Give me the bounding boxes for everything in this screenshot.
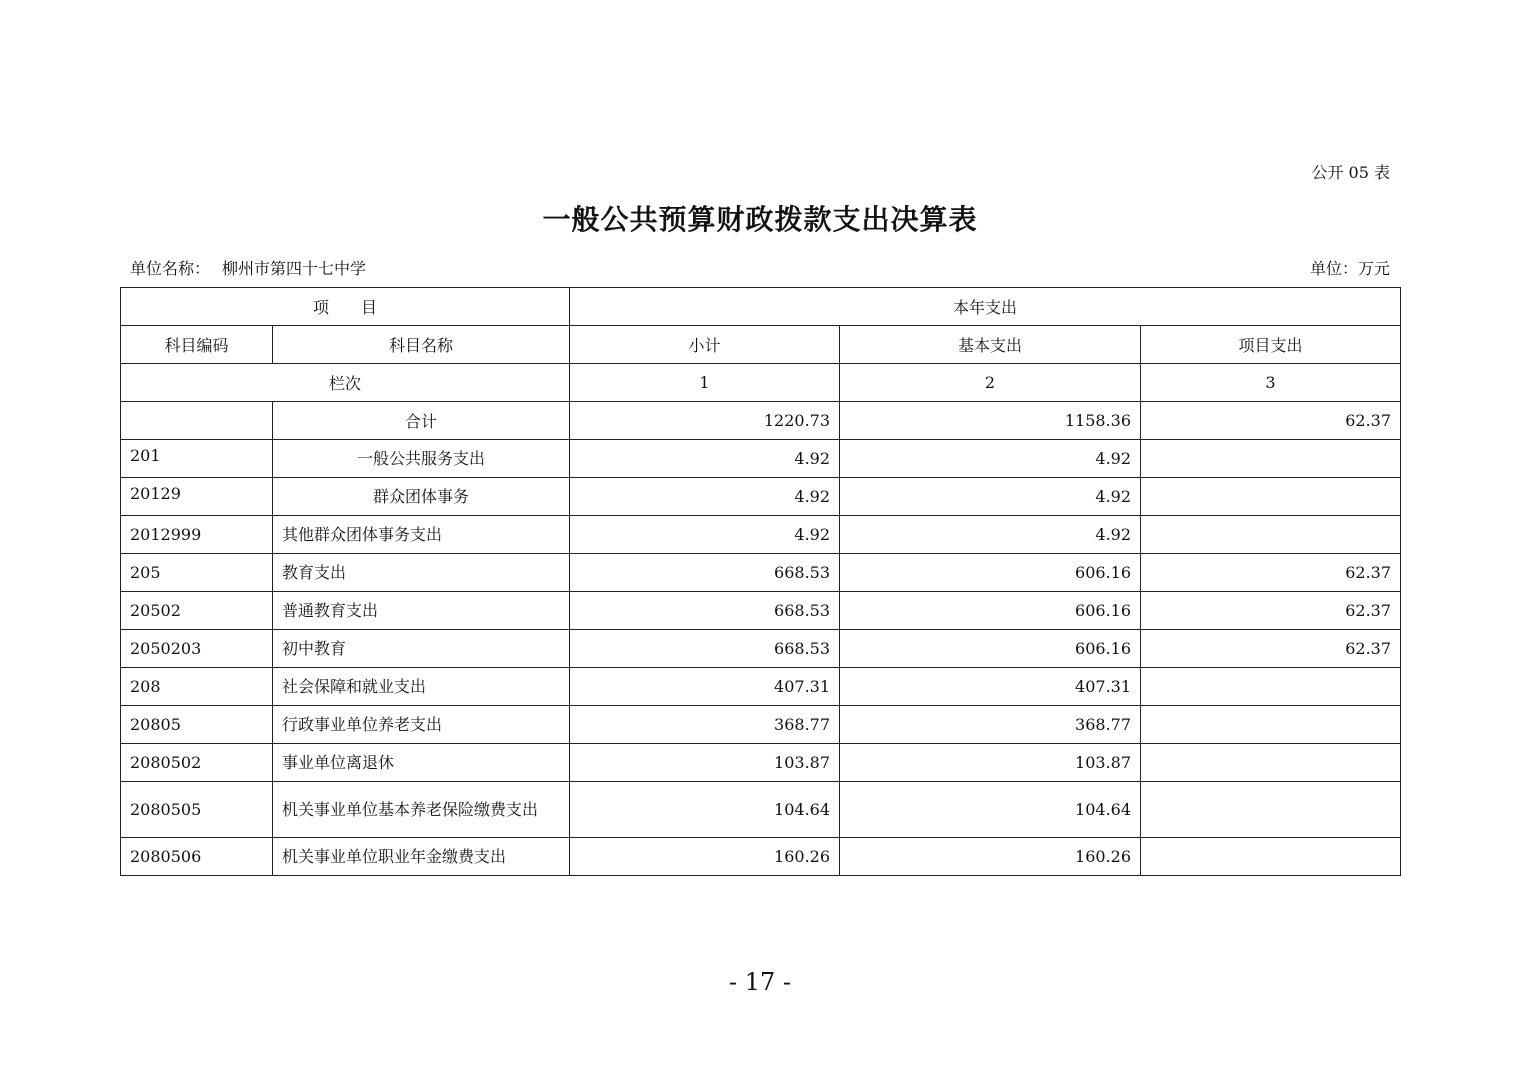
- column-index-2: 2: [840, 364, 1141, 402]
- currency-unit-label: 单位：万元: [1309, 259, 1390, 278]
- table-row: [121, 592, 1401, 630]
- row-name: 事业单位离退休: [273, 744, 570, 782]
- unit-name-line: [130, 256, 366, 279]
- row-subtotal: 104.64: [570, 782, 840, 838]
- page-title: 一般公共预算财政拨款支出决算表: [542, 203, 978, 236]
- row-project: [1141, 516, 1401, 554]
- table-row: [121, 706, 1401, 744]
- row-basic: 407.31: [840, 668, 1141, 706]
- row-code: 205: [121, 554, 273, 592]
- row-code: 20129: [121, 478, 273, 516]
- table-row: [121, 478, 1401, 516]
- row-basic: 606.16: [840, 554, 1141, 592]
- row-code: 2080502: [121, 744, 273, 782]
- row-basic: 368.77: [840, 706, 1141, 744]
- row-basic: 606.16: [840, 592, 1141, 630]
- unit-name-value: 柳州市第四十七中学: [222, 259, 367, 278]
- row-name: 其他群众团体事务支出: [273, 516, 570, 554]
- header-code: 科目编码: [121, 326, 273, 364]
- column-index-row: [121, 364, 1401, 402]
- row-project: [1141, 668, 1401, 706]
- row-name: 社会保障和就业支出: [273, 668, 570, 706]
- table-row: [121, 516, 1401, 554]
- table-row: [121, 782, 1401, 838]
- table-row: [121, 838, 1401, 876]
- row-project: [1141, 744, 1401, 782]
- row-code: 208: [121, 668, 273, 706]
- row-subtotal: 407.31: [570, 668, 840, 706]
- row-project: [1141, 838, 1401, 876]
- row-name: 教育支出: [273, 554, 570, 592]
- unit-name-label: 单位名称：: [130, 259, 211, 278]
- row-subtotal: 160.26: [570, 838, 840, 876]
- row-project: 62.37: [1141, 630, 1401, 668]
- row-project: [1141, 706, 1401, 744]
- header-basic: 基本支出: [840, 326, 1141, 364]
- row-basic: 104.64: [840, 782, 1141, 838]
- header-subtotal: 小计: [570, 326, 840, 364]
- row-basic: 4.92: [840, 516, 1141, 554]
- header-project: 项目支出: [1141, 326, 1401, 364]
- header-current-year: 本年支出: [570, 288, 1401, 326]
- row-subtotal: 4.92: [570, 440, 840, 478]
- total-label: 合计: [273, 402, 570, 440]
- table-row: [121, 630, 1401, 668]
- total-project: 62.37: [1141, 402, 1401, 440]
- row-code: 2050203: [121, 630, 273, 668]
- form-number: 公开 05 表: [1311, 163, 1390, 182]
- row-subtotal: 368.77: [570, 706, 840, 744]
- table-row: [121, 440, 1401, 478]
- row-subtotal: 668.53: [570, 554, 840, 592]
- row-name: 机关事业单位基本养老保险缴费支出: [273, 782, 570, 838]
- row-project: 62.37: [1141, 554, 1401, 592]
- header-row-2: [121, 326, 1401, 364]
- row-name: 机关事业单位职业年金缴费支出: [273, 838, 570, 876]
- total-row: [121, 402, 1401, 440]
- table-row: [121, 554, 1401, 592]
- row-basic: 606.16: [840, 630, 1141, 668]
- header-row-1: [121, 288, 1401, 326]
- row-subtotal: 4.92: [570, 516, 840, 554]
- page-number: - 17 -: [728, 968, 791, 996]
- row-code: 20805: [121, 706, 273, 744]
- row-code: 20502: [121, 592, 273, 630]
- row-subtotal: 668.53: [570, 630, 840, 668]
- row-basic: 103.87: [840, 744, 1141, 782]
- row-name: 普通教育支出: [273, 592, 570, 630]
- row-project: [1141, 478, 1401, 516]
- table-row: [121, 668, 1401, 706]
- row-basic: 4.92: [840, 440, 1141, 478]
- table-row: [121, 744, 1401, 782]
- row-name: 群众团体事务: [273, 478, 570, 516]
- row-code: 2080505: [121, 782, 273, 838]
- row-name: 行政事业单位养老支出: [273, 706, 570, 744]
- row-project: [1141, 782, 1401, 838]
- header-item: 项 目: [121, 288, 570, 326]
- row-subtotal: 668.53: [570, 592, 840, 630]
- total-basic: 1158.36: [840, 402, 1141, 440]
- row-code: 2080506: [121, 838, 273, 876]
- row-subtotal: 103.87: [570, 744, 840, 782]
- row-project: [1141, 440, 1401, 478]
- column-index-label: 栏次: [121, 364, 570, 402]
- row-name: 一般公共服务支出: [273, 440, 570, 478]
- column-index-1: 1: [570, 364, 840, 402]
- row-basic: 160.26: [840, 838, 1141, 876]
- column-index-3: 3: [1141, 364, 1401, 402]
- row-subtotal: 4.92: [570, 478, 840, 516]
- total-subtotal: 1220.73: [570, 402, 840, 440]
- row-code: 2012999: [121, 516, 273, 554]
- budget-table: [120, 287, 1401, 876]
- header-name: 科目名称: [273, 326, 570, 364]
- row-code: 201: [121, 440, 273, 478]
- row-basic: 4.92: [840, 478, 1141, 516]
- row-name: 初中教育: [273, 630, 570, 668]
- total-code: [121, 402, 273, 440]
- row-project: 62.37: [1141, 592, 1401, 630]
